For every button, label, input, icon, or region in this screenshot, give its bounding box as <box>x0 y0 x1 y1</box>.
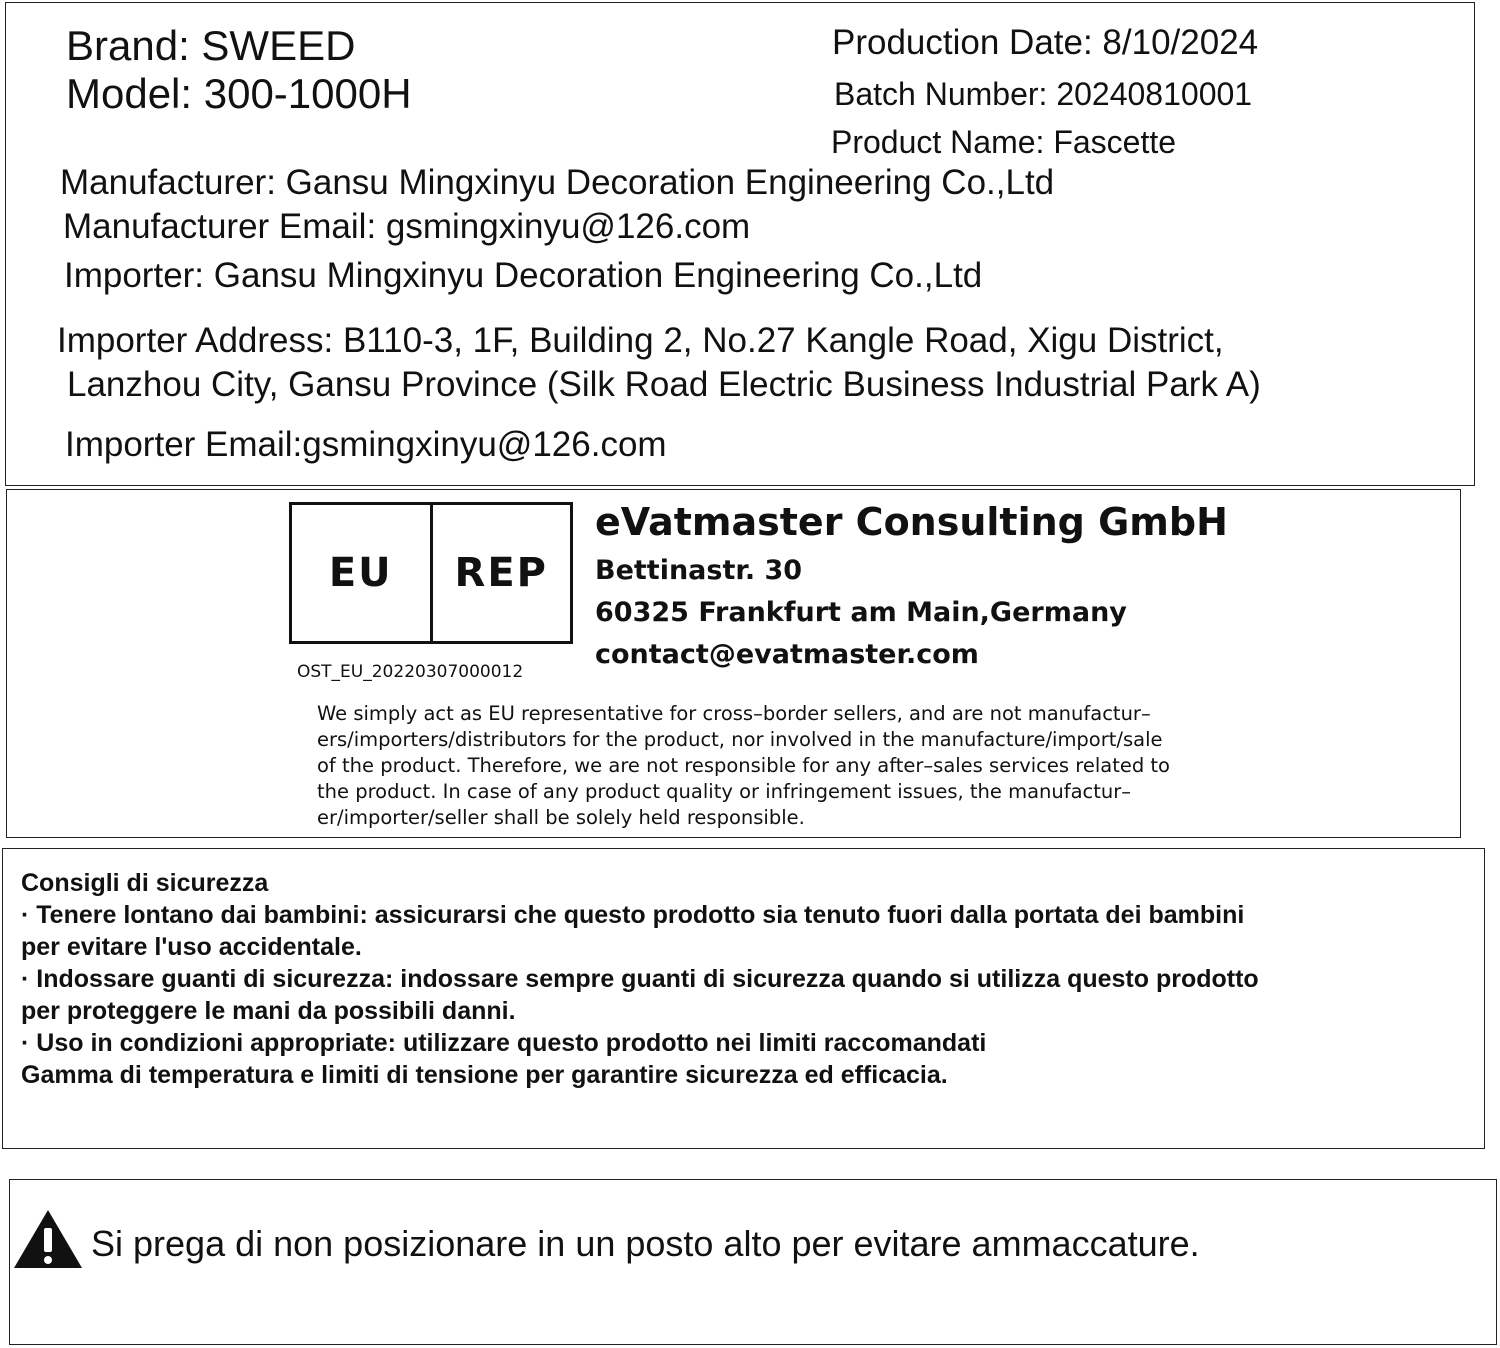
importer-email-text: Importer Email:gsmingxinyu@126.com <box>65 425 667 464</box>
safety-line: Gamma di temperatura e limiti di tensione per garantire sicurezza ed efficacia. <box>21 1061 948 1089</box>
importer-text: Importer: Gansu Mingxinyu Decoration Engineering Co.,Ltd <box>64 256 983 295</box>
brand-text: Brand: SWEED <box>66 22 356 69</box>
eu-rep-street: Bettinastr. 30 <box>595 555 803 586</box>
eu-rep-right-cell: REP <box>430 505 571 641</box>
disclaimer-line: We simply act as EU representative for cross–border sellers, and are not manufactur– <box>317 702 1151 725</box>
eu-rep-symbol <box>289 502 573 644</box>
eu-rep-box <box>6 489 1461 838</box>
safety-advice-text <box>21 867 1471 1091</box>
safety-line: · Indossare guanti di sicurezza: indossare sempre guanti di sicurezza quando si utilizza questo prodotto <box>21 965 1259 993</box>
production-date-text: Production Date: 8/10/2024 <box>832 23 1259 62</box>
safety-heading: Consigli di sicurezza <box>21 869 269 897</box>
eu-rep-company: eVatmaster Consulting GmbH <box>595 500 1228 544</box>
warning-text: Si prega di non posizionare in un posto alto per evitare ammaccature. <box>91 1223 1200 1264</box>
product-info-box <box>5 2 1475 486</box>
eu-rep-code: OST_EU_20220307000012 <box>297 662 524 682</box>
eu-rep-left-cell: EU <box>328 550 393 596</box>
disclaimer-line: of the product. Therefore, we are not responsible for any after–sales services related to <box>317 754 1170 777</box>
warning-triangle-icon <box>12 1208 84 1270</box>
eu-rep-disclaimer <box>317 701 1257 831</box>
safety-line: per evitare l'uso accidentale. <box>21 933 362 961</box>
disclaimer-line: the product. In case of any product quality or infringement issues, the manufactur– <box>317 780 1132 803</box>
safety-line: per proteggere le mani da possibili danni. <box>21 997 516 1025</box>
safety-line: · Tenere lontano dai bambini: assicurarsi che questo prodotto sia tenuto fuori dalla portata dei bambini <box>21 901 1245 929</box>
model-text: Model: 300-1000H <box>66 70 412 117</box>
eu-rep-city: 60325 Frankfurt am Main,Germany <box>595 597 1127 628</box>
safety-advice-box <box>2 848 1485 1149</box>
manufacturer-email-text: Manufacturer Email: gsmingxinyu@126.com <box>63 207 751 246</box>
warning-box <box>9 1179 1497 1345</box>
disclaimer-line: er/importer/seller shall be solely held responsible. <box>317 806 805 829</box>
importer-address-line2: Lanzhou City, Gansu Province (Silk Road Electric Business Industrial Park A) <box>67 365 1261 404</box>
manufacturer-text: Manufacturer: Gansu Mingxinyu Decoration Engineering Co.,Ltd <box>60 163 1055 202</box>
importer-address-line1: Importer Address: B110-3, 1F, Building 2, No.27 Kangle Road, Xigu District, <box>57 321 1224 360</box>
batch-number-text: Batch Number: 20240810001 <box>834 76 1253 112</box>
product-name-text: Product Name: Fascette <box>831 124 1177 160</box>
safety-line: · Uso in condizioni appropriate: utilizzare questo prodotto nei limiti raccomandati <box>21 1029 987 1057</box>
disclaimer-line: ers/importers/distributors for the product, nor involved in the manufacture/import/sale <box>317 728 1163 751</box>
eu-rep-email: contact@evatmaster.com <box>595 639 979 670</box>
